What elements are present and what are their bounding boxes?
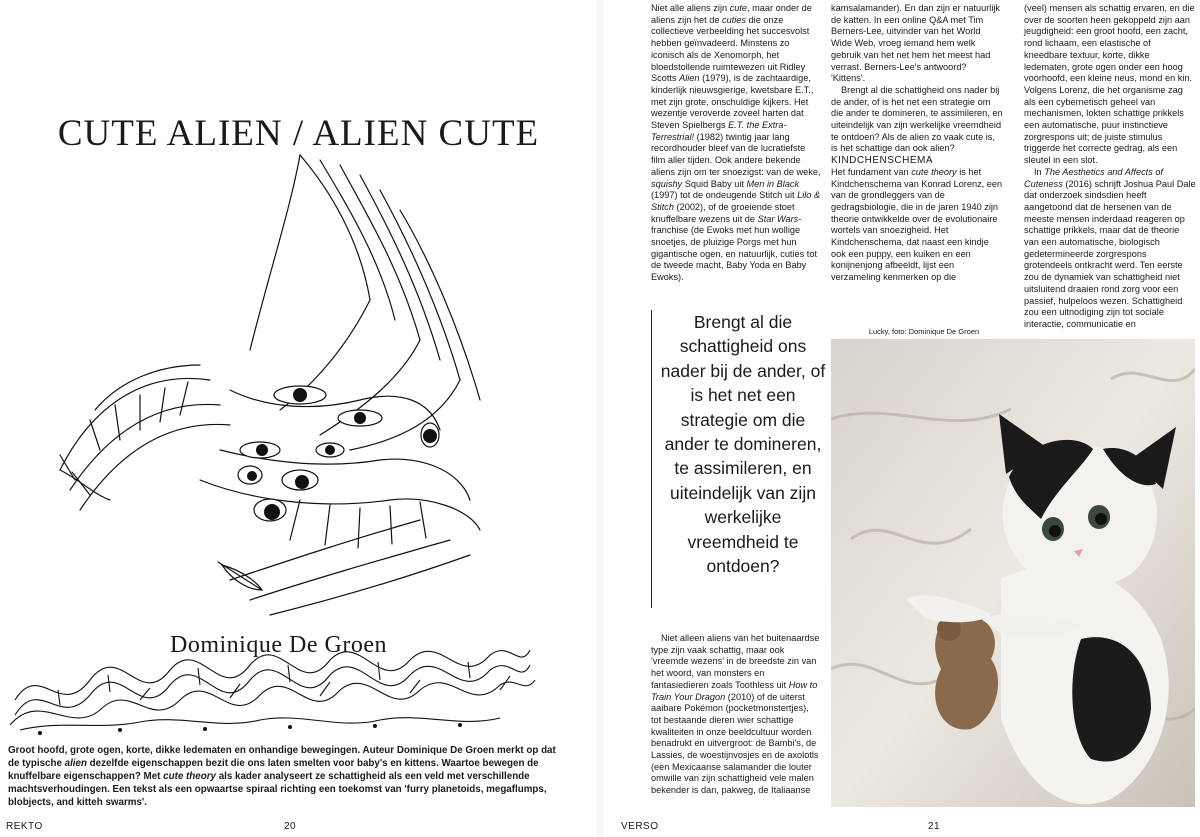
page-number: 20 (284, 821, 297, 832)
intro-paragraph (8, 744, 568, 809)
wave-illustration (0, 630, 560, 738)
intro-text: Groot hoofd, grote ogen, korte, dikke ledematen en onhandige bewegingen. Auteur Dominique De Groen merkt op dat de typische (8, 745, 556, 769)
right-page (603, 0, 1200, 837)
section-heading: KINDCHENSCHEMA (831, 155, 934, 167)
intro-text-italic: cute theory (163, 771, 216, 782)
intro-text: als kader analyseert ze schattigheid als een veld met verschillende machtsverhoudingen. Een tekst als een opwaartse spiraal richting een toekomst van 'furry planetoids, megaflumps, blobjects, and kitteh swarms'. (8, 771, 547, 808)
upper-wings (60, 155, 480, 615)
column-1-top (651, 3, 821, 284)
folio-label: REKTO (6, 821, 43, 832)
body-paragraph: Het fundament van cute theory is het Kindchenschema van Konrad Lorenz, een van de grondleggers van de gedragsbiologie, die in de jaren 1940 zijn theorie ontwikkelde over de evolutionaire wortels van snoezigheid. Het Kindchenschema, dat naast een kindje ook een puppy, een kuiken en een konijnenjong afbeeldt, lijst een verzameling kenmerken op die (831, 166, 1003, 283)
article-title: CUTE ALIEN / ALIEN CUTE (57, 113, 540, 154)
column-2 (831, 3, 1003, 284)
winged-creature-illustration (0, 150, 560, 620)
body-paragraph: Brengt al die schattigheid ons nader bij de ander, of is het net een strategie om die ander te domineren, te assimileren, en uiteindelijk van zijn werkelijke vreemdheid te ontdoen? Als de alien zo vaak cute is, is het schattige dan ook alien? (831, 84, 1003, 154)
body-paragraph: Niet alle aliens zijn cute, maar onder de aliens zijn het de cuties die onze collectieve verbeelding het succesvolst hebben geïnvadeerd. Minstens zo iconisch als de Xenomorph, het bloedstollende ruimtewezen uit Ridley Scotts Alien (1979), is de zachtaardige, kinderlijk nieuwsgierige, kwetsbare E.T., met zijn grote, onschuldige kijkers. Het wezentje veroverde zoveel harten dat Steven Spielbergs E.T. the Extra-Terrestrial! (1982) twintig jaar lang recordhouder bleef van de lucratiefste film aller tijden. Ook andere bekende aliens zijn om ter snoezigst: van de weke, squishy Squid Baby uit Men in Black (1997) tot de ondeugende Stitch uit Lilo & Stitch (2002), of de groeiende stoet knuffelbare wezens uit de Star Wars-franchise (de Ewoks met hun wollige snoetjes, de pluizige Porgs met hun gigantische ogen, en natuurlijk, cuties tot de tweede macht, Baby Yoda en Baby Ewoks). (651, 3, 821, 283)
photo-caption: Lucky, foto: Dominique De Groen (868, 327, 980, 336)
pull-quote-text: Brengt al die schattigheid ons nader bij de ander, of is het net een strategie om die ander te domineren, te assimileren, en uiteindelijk van zijn werkelijke vreemdheid te ontdoen? (660, 312, 826, 577)
eyes-cluster (238, 386, 439, 521)
page-number: 21 (928, 821, 941, 832)
column-1-bottom (651, 633, 821, 797)
body-paragraph: Niet alleen aliens van het buitenaardse type zijn vaak schattig, maar ook 'vreemde wezens' in de breedste zin van het woord, van monsters en fantasiedieren zoals Toothless uit How to Train Your Dragon (2010) of de uiterst aaibare Pokémon (pocketmonstertjes), tot bestaande dieren wier schattige kwaliteiten in onze beeldcultuur worden benadrukt en uitvergroot: de Bambi's, de Lassies, de woestijnvosjes en de axolotls (een Mexicaanse salamander die louter omwille van zijn schattigheid vele malen bekender is dan, pakweg, de Italiaanse (651, 633, 820, 796)
intro-text: dezelfde eigenschappen bezit die ons laten smelten voor baby's en kittens. Waartoe bewegen de knuffelbare eigenschappen? Met (8, 758, 539, 782)
body-paragraph: kamsalamander). En dan zijn er natuurlijk de katten. In een online Q&A met Tim Berners-Lee, uitvinder van het World Wide Web, vroeg iemand hem welk gebruik van het net hem het meest had verrast. Berners-Lee's antwoord? 'Kittens'. (831, 3, 1001, 84)
body-paragraph: In The Aesthetics and Affects of Cuteness (2016) schrijft Joshua Paul Dale dat onderzoek sindsdien heeft aangetoond dat de hersenen van de meeste mensen inderdaad reageren op schattige prikkels, maar dat de theorie van een automatische, biologisch gedetermineerde zorgrespons grotendeels ontkracht werd. Ten eerste zou de dynamiek van schattigheid niet uitsluitend draaien rond zorg voor een passief, hulpeloos wezen. Schattigheid zou een uitnodiging zijn tot sociale interactie, communicatie en (1024, 166, 1196, 329)
cat-photo (831, 339, 1195, 807)
cat-photo-drawing (831, 339, 1195, 807)
pull-quote (651, 310, 828, 608)
folio-label: VERSO (621, 821, 659, 832)
body-paragraph: (veel) mensen als schattig ervaren, en die over de soorten heen gekoppeld zijn aan jeugdigheid: een groot hoofd, een zacht, rond lichaam, een elastische of kneedbare textuur, korte, dikke ledematen, grote ogen onder een hoog voorhoofd, een kleine neus, mond en kin. Volgens Lorenz, die het organisme zag als een cybernetisch geheel van mechanismen, lokten schattige prikkels een automatische, puur instinctieve zorgrespons uit; de juiste stimulus triggerde het correcte gedrag, als een sleutel in een slot. (1024, 3, 1195, 166)
left-page (0, 0, 597, 837)
column-3 (1024, 3, 1196, 331)
author-name: Dominique De Groen (170, 632, 387, 658)
intro-text-italic: alien (64, 758, 87, 769)
